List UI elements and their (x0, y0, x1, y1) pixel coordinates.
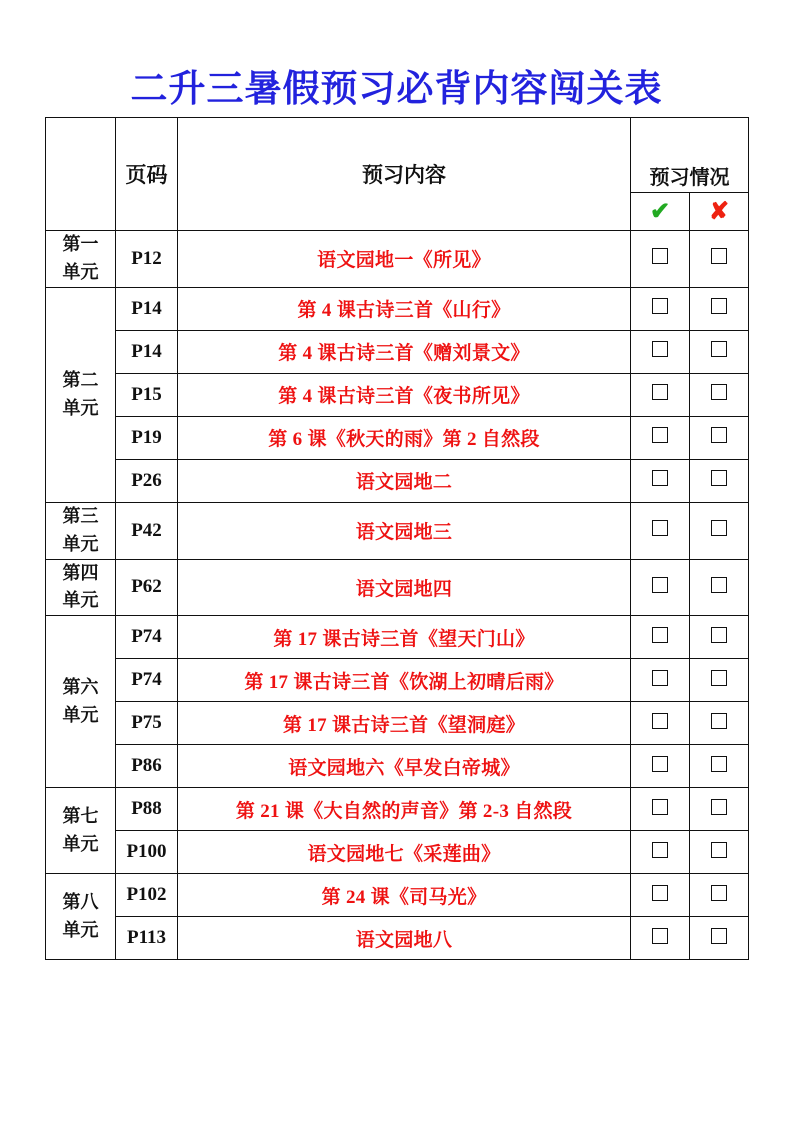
content-cell: 第 24 课《司马光》 (178, 874, 631, 917)
content-cell: 语文园地二 (178, 459, 631, 502)
checkbox-no[interactable] (711, 520, 727, 536)
checkbox-no[interactable] (711, 248, 727, 264)
checkbox-cell-yes[interactable] (631, 459, 690, 502)
checkbox-no[interactable] (711, 756, 727, 772)
checkbox-no[interactable] (711, 627, 727, 643)
content-cell: 语文园地八 (178, 917, 631, 960)
unit-cell: 第四 单元 (46, 559, 116, 616)
checkbox-cell-yes[interactable] (631, 287, 690, 330)
page-title: 二升三暑假预习必背内容闯关表 (130, 69, 663, 110)
unit-cell: 第一 单元 (46, 231, 116, 288)
preview-checklist-table (45, 117, 749, 960)
unit-cell: 第八 单元 (46, 874, 116, 960)
checkbox-cell-no[interactable] (690, 330, 749, 373)
table-row (46, 831, 749, 874)
page-number-cell: P19 (116, 416, 178, 459)
page-number-cell: P100 (116, 831, 178, 874)
checkbox-cell-no[interactable] (690, 459, 749, 502)
checkbox-cell-yes[interactable] (631, 559, 690, 616)
checkbox-cell-no[interactable] (690, 416, 749, 459)
checkbox-no[interactable] (711, 842, 727, 858)
page-number-cell: P62 (116, 559, 178, 616)
checkbox-cell-no[interactable] (690, 287, 749, 330)
unit-cell: 第三 单元 (46, 502, 116, 559)
table-row (46, 330, 749, 373)
unit-cell: 第六 单元 (46, 616, 116, 788)
checkbox-cell-no[interactable] (690, 502, 749, 559)
checkbox-cell-no[interactable] (690, 745, 749, 788)
table-row (46, 788, 749, 831)
content-cell: 语文园地七《采莲曲》 (178, 831, 631, 874)
header-content: 预习内容 (178, 118, 631, 231)
page-number-cell: P14 (116, 330, 178, 373)
page-number-cell: P12 (116, 231, 178, 288)
checkbox-no[interactable] (711, 427, 727, 443)
checkbox-cell-no[interactable] (690, 616, 749, 659)
page-number-cell: P102 (116, 874, 178, 917)
header-page: 页码 (116, 118, 178, 231)
page-number-cell: P14 (116, 287, 178, 330)
page-number-cell: P88 (116, 788, 178, 831)
checkbox-cell-yes[interactable] (631, 659, 690, 702)
checkbox-cell-yes[interactable] (631, 788, 690, 831)
page-number-cell: P74 (116, 616, 178, 659)
content-cell: 语文园地六《早发白帝城》 (178, 745, 631, 788)
table-row (46, 287, 749, 330)
table-row (46, 231, 749, 288)
content-cell: 语文园地一《所见》 (178, 231, 631, 288)
checkbox-cell-yes[interactable] (631, 231, 690, 288)
checkbox-cell-yes[interactable] (631, 745, 690, 788)
page-number-cell: P74 (116, 659, 178, 702)
content-cell: 第 17 课古诗三首《望洞庭》 (178, 702, 631, 745)
checkbox-no[interactable] (711, 799, 727, 815)
table-row (46, 745, 749, 788)
table-row (46, 702, 749, 745)
table-row (46, 659, 749, 702)
content-cell: 语文园地三 (178, 502, 631, 559)
checkbox-yes[interactable] (652, 520, 668, 536)
checkbox-yes[interactable] (652, 470, 668, 486)
checkbox-cell-yes[interactable] (631, 831, 690, 874)
table-header-row (46, 118, 749, 231)
checkbox-yes[interactable] (652, 928, 668, 944)
content-cell: 第 6 课《秋天的雨》第 2 自然段 (178, 416, 631, 459)
table-row (46, 373, 749, 416)
checkbox-yes[interactable] (652, 885, 668, 901)
content-cell: 第 4 课古诗三首《山行》 (178, 287, 631, 330)
checkbox-yes[interactable] (652, 670, 668, 686)
content-cell: 第 17 课古诗三首《望天门山》 (178, 616, 631, 659)
table-row (46, 917, 749, 960)
checkbox-cell-no[interactable] (690, 559, 749, 616)
checkbox-cell-yes[interactable] (631, 502, 690, 559)
checkbox-cell-no[interactable] (690, 373, 749, 416)
page-number-cell: P42 (116, 502, 178, 559)
page-number-cell: P26 (116, 459, 178, 502)
checkbox-cell-yes[interactable] (631, 616, 690, 659)
page-number-cell: P113 (116, 917, 178, 960)
unit-cell: 第二 单元 (46, 287, 116, 502)
content-cell: 语文园地四 (178, 559, 631, 616)
checkbox-cell-no[interactable] (690, 788, 749, 831)
checkbox-no[interactable] (711, 577, 727, 593)
checkbox-no[interactable] (711, 928, 727, 944)
checkbox-no[interactable] (711, 384, 727, 400)
checkbox-cell-yes[interactable] (631, 874, 690, 917)
table-row (46, 459, 749, 502)
checkbox-yes[interactable] (652, 341, 668, 357)
content-cell: 第 21 课《大自然的声音》第 2-3 自然段 (178, 788, 631, 831)
checkbox-cell-no[interactable] (690, 917, 749, 960)
table-row (46, 874, 749, 917)
checkbox-yes[interactable] (652, 842, 668, 858)
checkbox-no[interactable] (711, 713, 727, 729)
checkbox-yes[interactable] (652, 384, 668, 400)
unit-cell: 第七 单元 (46, 788, 116, 874)
table-row (46, 616, 749, 659)
checkbox-cell-yes[interactable] (631, 702, 690, 745)
checkbox-yes[interactable] (652, 298, 668, 314)
checkbox-no[interactable] (711, 470, 727, 486)
checkbox-no[interactable] (711, 341, 727, 357)
checkbox-yes[interactable] (652, 799, 668, 815)
checkbox-cell-no[interactable] (690, 659, 749, 702)
checkbox-yes[interactable] (652, 248, 668, 264)
checkbox-cell-no[interactable] (690, 831, 749, 874)
cross-mark-icon: ✘ (708, 199, 730, 225)
checkbox-cell-yes[interactable] (631, 917, 690, 960)
checkbox-yes[interactable] (652, 427, 668, 443)
checkbox-cell-yes[interactable] (631, 330, 690, 373)
checkbox-no[interactable] (711, 298, 727, 314)
checkbox-cell-no[interactable] (690, 231, 749, 288)
content-cell: 第 4 课古诗三首《赠刘景文》 (178, 330, 631, 373)
page-number-cell: P86 (116, 745, 178, 788)
checkbox-cell-no[interactable] (690, 702, 749, 745)
header-status-label: 预习情况 (649, 167, 730, 189)
check-mark-icon: ✔ (631, 193, 690, 230)
checkbox-no[interactable] (711, 885, 727, 901)
table-row (46, 416, 749, 459)
header-unit (46, 118, 116, 231)
page-number-cell: P15 (116, 373, 178, 416)
checkbox-cell-yes[interactable] (631, 373, 690, 416)
table-row (46, 559, 749, 616)
checkbox-cell-no[interactable] (690, 874, 749, 917)
checkbox-no[interactable] (711, 670, 727, 686)
content-cell: 第 17 课古诗三首《饮湖上初晴后雨》 (178, 659, 631, 702)
checkbox-yes[interactable] (652, 756, 668, 772)
checkbox-yes[interactable] (652, 577, 668, 593)
content-cell: 第 4 课古诗三首《夜书所见》 (178, 373, 631, 416)
table-row (46, 502, 749, 559)
checkbox-yes[interactable] (652, 627, 668, 643)
checkbox-cell-yes[interactable] (631, 416, 690, 459)
checkbox-yes[interactable] (652, 713, 668, 729)
page-number-cell: P75 (116, 702, 178, 745)
header-status (631, 118, 749, 231)
